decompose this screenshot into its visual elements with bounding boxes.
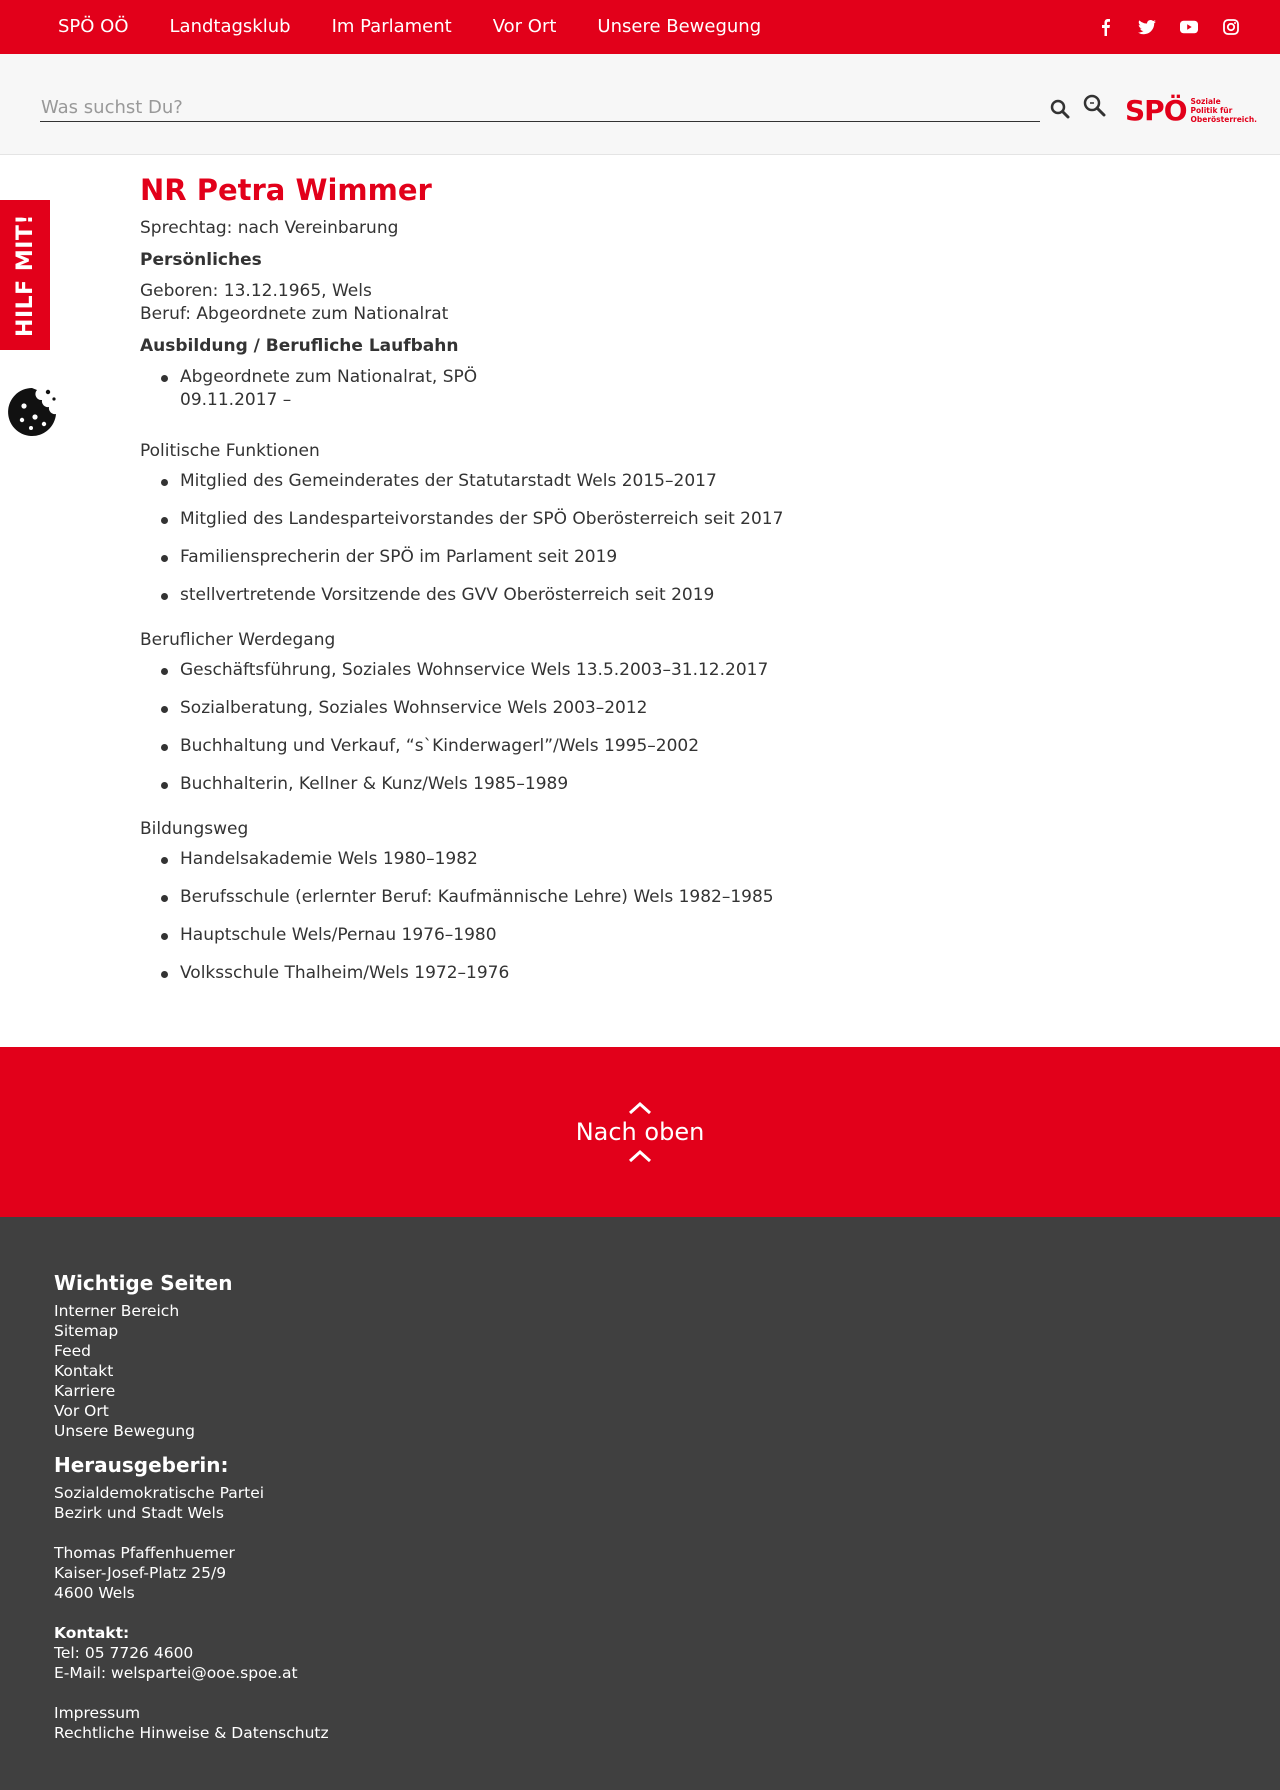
main-menu (58, 0, 761, 54)
instagram-icon[interactable] (1222, 18, 1240, 36)
nav-link-spoe-ooe[interactable]: SPÖ OÖ (58, 16, 129, 37)
spoe-logo[interactable] (1125, 94, 1258, 127)
top-navigation (0, 0, 1280, 54)
birth-info: Geboren: 13.12.1965, Wels (140, 281, 372, 301)
nav-link-landtagsklub[interactable]: Landtagsklub (169, 16, 291, 37)
list-item (140, 366, 1280, 412)
site-footer (0, 1217, 1280, 1790)
publisher-line: Bezirk und Stadt Wels (54, 1504, 224, 1522)
facebook-icon[interactable] (1096, 18, 1114, 36)
page-title: NR Petra Wimmer (140, 173, 432, 207)
nav-link-unsere-bewegung[interactable]: Unsere Bewegung (597, 16, 762, 37)
youtube-icon[interactable] (1180, 18, 1198, 36)
footer-link-datenschutz[interactable]: Rechtliche Hinweise & Datenschutz (54, 1724, 329, 1742)
footer-link-feed[interactable]: Feed (54, 1342, 91, 1360)
list-item: Hauptschule Wels/Pernau 1976–1980 (140, 924, 1280, 947)
logo-mark: SPÖ (1125, 94, 1187, 127)
sprechtag-text: Sprechtag: nach Vereinbarung (140, 218, 399, 238)
chevron-up-icon (627, 1148, 653, 1164)
political-heading: Politische Funktionen (140, 441, 320, 461)
publisher-heading: Herausgeberin: (54, 1453, 229, 1477)
publisher-line: Sozialdemokratische Partei (54, 1484, 265, 1502)
address-line: 4600 Wels (54, 1584, 135, 1602)
nav-link-im-parlament[interactable]: Im Parlament (331, 16, 452, 37)
job-info: Beruf: Abgeordnete zum Nationalrat (140, 304, 449, 324)
search-bar (0, 54, 1280, 155)
twitter-icon[interactable] (1138, 18, 1156, 36)
list-item: Familiensprecherin der SPÖ im Parlament seit 2019 (140, 546, 1280, 569)
career-heading: Ausbildung / Berufliche Laufbahn (140, 336, 459, 356)
address-line: Kaiser-Josef-Platz 25/9 (54, 1564, 227, 1582)
social-links (1096, 18, 1240, 36)
footer-link-vor-ort[interactable]: Vor Ort (54, 1402, 109, 1420)
list-item: Berufsschule (erlernter Beruf: Kaufmännische Lehre) Wels 1982–1985 (140, 886, 1280, 909)
education-list (140, 848, 1280, 985)
list-item: Handelsakademie Wels 1980–1982 (140, 848, 1280, 871)
list-item: Mitglied des Landesparteivorstandes der SPÖ Oberösterreich seit 2017 (140, 508, 1280, 531)
main-content (0, 155, 1280, 1047)
footer-link-unsere-bewegung[interactable]: Unsere Bewegung (54, 1422, 195, 1440)
search-icon[interactable] (1050, 99, 1070, 119)
address-line: Thomas Pfaffenhuemer (54, 1544, 235, 1562)
footer-link-interner-bereich[interactable]: Interner Bereich (54, 1302, 180, 1320)
nav-link-vor-ort[interactable]: Vor Ort (492, 16, 557, 37)
footer-link-kontakt[interactable]: Kontakt (54, 1362, 114, 1380)
personal-heading: Persönliches (140, 250, 262, 270)
list-item: Buchhalterin, Kellner & Kunz/Wels 1985–1989 (140, 773, 1280, 796)
back-to-top-button[interactable] (0, 1047, 1280, 1217)
list-item: Volksschule Thalheim/Wels 1972–1976 (140, 962, 1280, 985)
professional-heading: Beruflicher Werdegang (140, 630, 336, 650)
important-pages-heading: Wichtige Seiten (54, 1271, 233, 1295)
personal-info (140, 280, 1280, 326)
logo-claim: Soziale Politik für Oberösterreich. (1190, 97, 1258, 124)
list-item: Sozialberatung, Soziales Wohnservice Wels 2003–2012 (140, 697, 1280, 720)
professional-list (140, 659, 1280, 796)
footer-link-sitemap[interactable]: Sitemap (54, 1322, 119, 1340)
list-item: Mitglied des Gemeinderates der Statutarstadt Wels 2015–2017 (140, 470, 1280, 493)
contact-heading: Kontakt: (54, 1624, 130, 1642)
footer-link-impressum[interactable]: Impressum (54, 1704, 141, 1722)
search-input[interactable] (40, 94, 1040, 122)
footer-link-karriere[interactable]: Karriere (54, 1382, 116, 1400)
list-item: stellvertretende Vorsitzende des GVV Oberösterreich seit 2019 (140, 584, 1280, 607)
career-list (140, 366, 1280, 412)
hilf-mit-label: HILF MIT! (12, 213, 38, 337)
list-item: Geschäftsführung, Soziales Wohnservice Wels 13.5.2003–31.12.2017 (140, 659, 1280, 682)
advanced-search-icon[interactable] (1082, 94, 1106, 118)
political-list (140, 470, 1280, 607)
email-address[interactable]: E-Mail: welspartei@ooe.spoe.at (54, 1664, 298, 1682)
back-to-top-label: Nach oben (575, 1118, 705, 1146)
phone-number: Tel: 05 7726 4600 (54, 1644, 194, 1662)
list-item: Buchhaltung und Verkauf, “s`Kinderwagerl”/Wels 1995–2002 (140, 735, 1280, 758)
education-heading: Bildungsweg (140, 819, 249, 839)
chevron-up-icon (627, 1100, 653, 1116)
career-item-title: Abgeordnete zum Nationalrat, SPÖ (180, 367, 478, 387)
career-item-date: 09.11.2017 – (180, 390, 292, 410)
